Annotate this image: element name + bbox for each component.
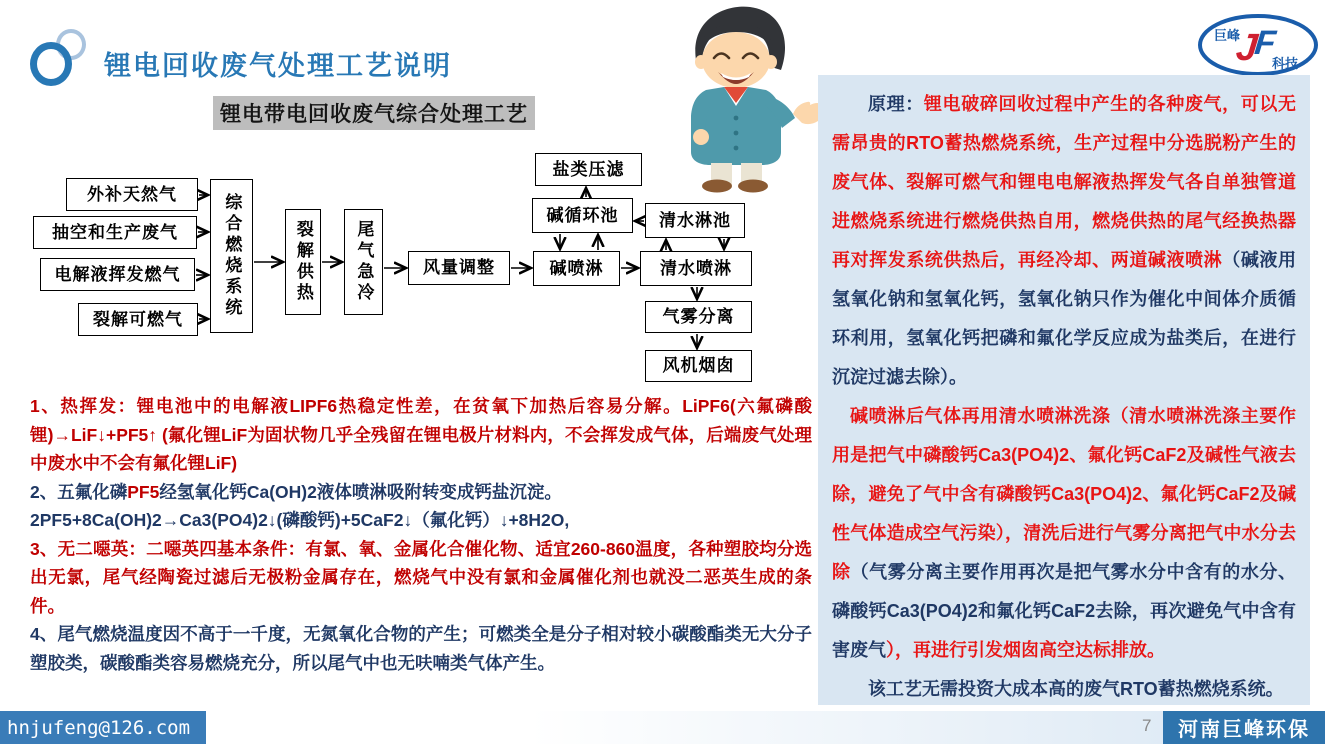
flow-node-clean-water-pool: 清水淋池: [645, 203, 745, 238]
contact-email: hnjufeng@126.com: [0, 711, 206, 744]
flow-node-fan-chimney: 风机烟囱: [645, 350, 752, 382]
flow-node-mist-separation: 气雾分离: [645, 301, 752, 333]
page-title: 锂电回收废气处理工艺说明: [104, 51, 452, 81]
flow-node-tail-gas-quench: 尾气急冷: [344, 209, 383, 315]
note-item-2: 2、五氟化磷PF5经氢氧化钙Ca(OH)2液体喷淋吸附转变成钙盐沉淀。: [30, 481, 562, 502]
flow-node-combustion-system: 综合燃烧系统: [210, 179, 253, 333]
logo-letter-f: F: [1252, 24, 1278, 62]
slide-subtitle: 锂电带电回收废气综合处理工艺: [213, 96, 535, 130]
flow-node-clean-water-spray: 清水喷淋: [640, 251, 752, 286]
decorative-ring-icon: [30, 42, 72, 86]
note-item-2-equation: 2PF5+8Ca(OH)2→Ca3(PO4)2↓(磷酸钙)+5CaF2↓（氟化钙）↓+8H2O,: [30, 510, 570, 530]
flow-node-airflow-adjust: 风量调整: [408, 251, 510, 285]
flow-node-pyrolysis-heating: 裂解供热: [285, 209, 321, 315]
process-notes: [30, 392, 812, 677]
flow-node-electrolyte-gas: 电解液挥发燃气: [40, 258, 195, 291]
logo-letter-j: J: [1234, 27, 1260, 69]
principle-paragraph-3: 该工艺无需投资大成本高的废气RTO蓄热燃烧系统。: [868, 679, 1284, 699]
company-name-badge: 河南巨峰环保: [1163, 711, 1325, 744]
flow-node-alkali-circulation-pool: 碱循环池: [532, 198, 633, 233]
note-item-1: 1、热挥发：锂电池中的电解液LIPF6热稳定性差，在贫氧下加热后容易分解。LiPF6(六氟磷酸锂)→LiF↓+PF5↑ (氟化锂LiF为固状物几乎全残留在锂电极片材料内，不会挥发成气体，后端废气处理中废水中不会有氟化锂LiF): [30, 396, 813, 473]
page-number: 7: [1142, 716, 1152, 735]
flow-node-vacuum-production-gas: 抽空和生产废气: [33, 216, 197, 249]
flow-node-pyrolysis-gas: 裂解可燃气: [78, 303, 198, 336]
logo-text-keji: 科技: [1272, 56, 1299, 71]
flow-node-salt-press: 盐类压滤: [535, 153, 642, 186]
principle-paragraph-2: 碱喷淋后气体再用清水喷淋洗涤（清水喷淋洗涤主要作用是把气中磷酸钙Ca3(PO4)2、氟化钙CaF2及碱性气液去除，避免了气中含有磷酸钙Ca3(PO4)2、氟化钙CaF2及碱性气体造成空气污染），清洗后进行气雾分离把气中水分去除（气雾分离主要作用再次是把气雾水分中含有的水分、磷酸钙Ca3(PO4)2和氟化钙CaF2去除，再次避免气中含有害废气），再进行引发烟囱高空达标排放。: [832, 406, 1297, 660]
flow-node-alkali-spray: 碱喷淋: [533, 251, 620, 286]
principle-paragraph-1: 原理：锂电破碎回收过程中产生的各种废气，可以无需昂贵的RTO蓄热燃烧系统，生产过程中分选脱粉产生的废气体、裂解可燃气和锂电电解液热挥发气各自单独管道进燃烧系统进行燃烧供热自用，燃烧供热的尾气经换热器再对挥发系统供热后，再经冷却、两道碱液喷淋（碱液用氢氧化钠和氢氧化钙，氢氧化钠只作为催化中间体介质循环利用，氢氧化钙把磷和氟化学反应成为盐类后，在进行沉淀过滤去除）。: [832, 94, 1297, 387]
logo-text-jufeng: 巨峰: [1214, 28, 1241, 43]
mascot-illustration: [650, 2, 825, 194]
note-item-3: 3、无二噁英：二噁英四基本条件：有氯、氧、金属化合催化物、适宜260-860温度，各种塑胶均分选出无氯，尾气经陶瓷过滤后无极粉金属存在，燃烧气中没有氯和金属催化剂也就没二恶英生成的条件。: [30, 538, 813, 616]
flow-node-external-natural-gas: 外补天然气: [66, 178, 198, 211]
principle-panel: [818, 75, 1310, 705]
note-item-4: 4、尾气燃烧温度因不高于一千度，无氮氧化合物的产生；可燃类全是分子相对较小碳酸酯类无大分子塑胶类，碳酸酯类容易燃烧充分，所以尾气中也无呋喃类气体产生。: [30, 624, 813, 673]
company-logo: [1196, 12, 1320, 78]
